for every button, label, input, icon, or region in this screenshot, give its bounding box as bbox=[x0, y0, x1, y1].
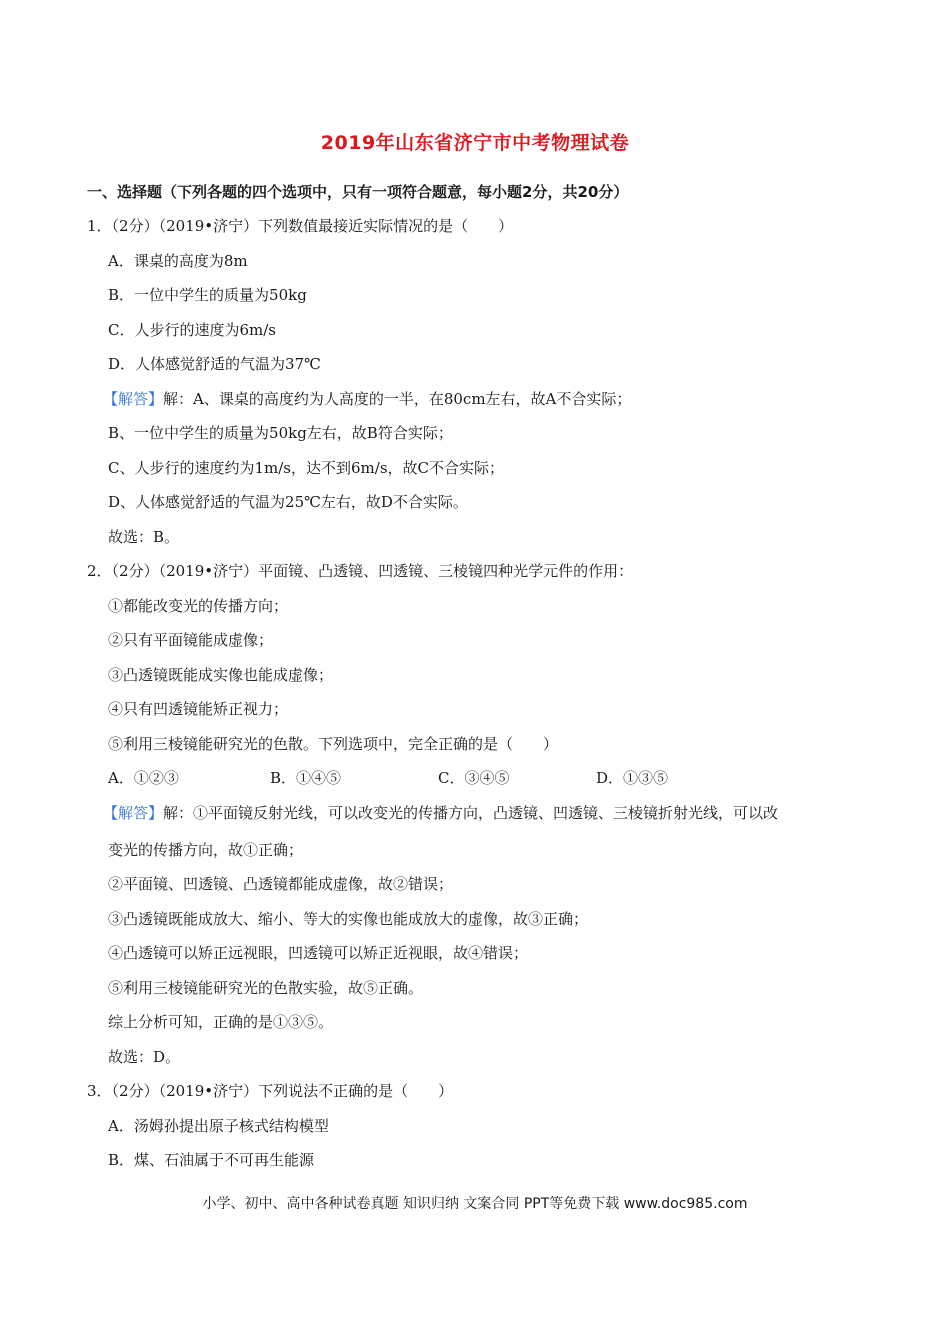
question-2-statement-3: ③凸透镜既能成实像也能成虚像； bbox=[108, 666, 334, 684]
question-2-statement-2: ②只有平面镜能成虚像； bbox=[108, 631, 274, 649]
question-2-statement-1: ①都能改变光的传播方向； bbox=[108, 597, 289, 615]
question-2-answer-conclusion: 故选：D。 bbox=[108, 1048, 181, 1066]
question-2-answer-summary: 综上分析可知，正确的是①③⑤。 bbox=[108, 1013, 334, 1031]
page-title: 2019年山东省济宁市中考物理试卷 bbox=[320, 132, 630, 154]
answer-tag: 【解答】 bbox=[103, 804, 164, 822]
question-1-option-c: C．人步行的速度为6m/s bbox=[108, 321, 276, 339]
question-2-option-c: C．③④⑤ bbox=[438, 769, 510, 787]
question-1-option-b: B．一位中学生的质量为50kg bbox=[108, 286, 307, 304]
question-1-answer-line-4: D、人体感觉舒适的气温为25℃左右，故D不合实际。 bbox=[108, 493, 468, 511]
question-2-answer-line-5: ④凸透镜可以矫正远视眼，凹透镜可以矫正近视眼，故④错误； bbox=[108, 944, 529, 962]
question-1-answer-conclusion: 故选：B。 bbox=[108, 528, 180, 546]
question-3-option-a: A．汤姆孙提出原子核式结构模型 bbox=[108, 1117, 329, 1135]
question-3-stem: 3．（2分）（2019•济宁）下列说法不正确的是（ ） bbox=[87, 1082, 454, 1100]
question-1-answer-line-2: B、一位中学生的质量为50kg左右，故B符合实际； bbox=[108, 424, 453, 442]
question-2-option-b: B．①④⑤ bbox=[270, 769, 342, 787]
question-2-option-d: D．①③⑤ bbox=[596, 769, 669, 787]
question-2-answer-line-3: ②平面镜、凹透镜、凸透镜都能成虚像，故②错误； bbox=[108, 875, 454, 893]
question-2-statement-5: ⑤利用三棱镜能研究光的色散。下列选项中，完全正确的是（ ） bbox=[108, 735, 559, 753]
answer-tag: 【解答】 bbox=[103, 390, 164, 408]
question-2-answer-line-1 bbox=[103, 803, 778, 823]
question-2-stem: 2．（2分）（2019•济宁）平面镜、凸透镜、凹透镜、三棱镜四种光学元件的作用： bbox=[87, 562, 634, 580]
question-2-answer-line-2: 变光的传播方向，故①正确； bbox=[108, 841, 304, 859]
question-2-option-a: A．①②③ bbox=[108, 769, 179, 787]
question-2-answer-line-6: ⑤利用三棱镜能研究光的色散实验，故⑤正确。 bbox=[108, 979, 424, 997]
section-heading: 一、选择题（下列各题的四个选项中，只有一项符合题意，每小题2分，共20分） bbox=[87, 183, 629, 201]
question-1-stem: 1．（2分）（2019•济宁）下列数值最接近实际情况的是（ ） bbox=[87, 217, 514, 235]
question-1-option-a: A．课桌的高度为8m bbox=[108, 252, 248, 270]
answer-text: 解：①平面镜反射光线，可以改变光的传播方向，凸透镜、凹透镜、三棱镜折射光线，可以改 bbox=[163, 804, 779, 822]
question-3-option-b: B．煤、石油属于不可再生能源 bbox=[108, 1151, 315, 1169]
question-1-answer-line-1 bbox=[103, 389, 631, 409]
question-1-option-d: D．人体感觉舒适的气温为37℃ bbox=[108, 355, 321, 373]
answer-text: 解：A、课桌的高度约为人高度的一半，在80cm左右，故A不合实际； bbox=[163, 390, 632, 408]
question-2-statement-4: ④只有凹透镜能矫正视力； bbox=[108, 700, 289, 718]
question-2-answer-line-4: ③凸透镜既能成放大、缩小、等大的实像也能成放大的虚像，故③正确； bbox=[108, 910, 589, 928]
page-footer: 小学、初中、高中各种试卷真题 知识归纳 文案合同 PPT等免费下载 www.doc985.com bbox=[202, 1196, 748, 1212]
question-1-answer-line-3: C、人步行的速度约为1m/s，达不到6m/s，故C不合实际； bbox=[108, 459, 504, 477]
